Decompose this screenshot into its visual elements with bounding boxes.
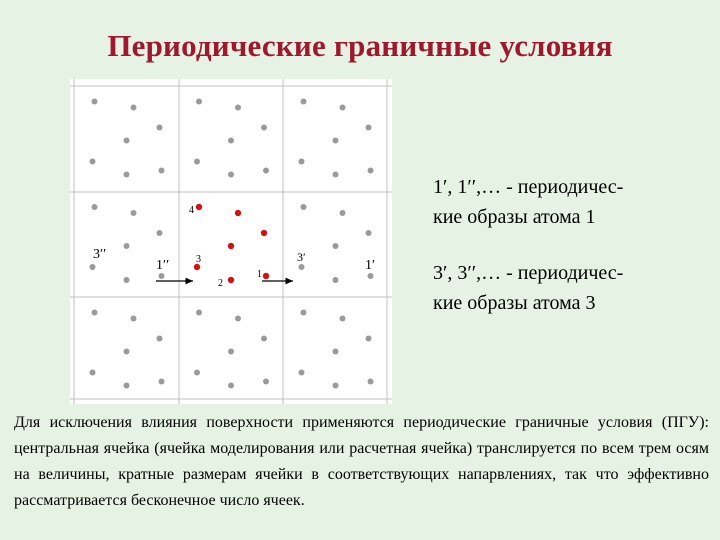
image-atom [228,172,234,178]
image-atom [333,277,339,283]
image-atom [157,336,163,342]
central-atom-2 [228,277,234,283]
image-atom [299,159,305,165]
image-atom [368,379,374,385]
image-atom [131,210,137,216]
image-atom [301,310,307,316]
image-atom [92,204,98,210]
label-atom-4: 4 [189,205,194,216]
image-atom [124,277,130,283]
image-atom [124,243,130,249]
caption-atom1-line1: 1′, 1′′,… - периодичес- [433,176,624,198]
image-atom [340,105,346,111]
label-image-3-double-prime: 3′′ [93,247,107,262]
image-atom [124,349,130,355]
image-atom [299,264,305,270]
image-atom [301,99,307,105]
image-atom [333,243,339,249]
image-atom [90,159,96,165]
image-atom [301,204,307,210]
caption-atom3-line1: 3′, 3′′,… - периодичес- [433,262,624,284]
label-atom-2: 2 [218,278,223,289]
image-atom [194,159,200,165]
image-atom [366,125,372,131]
image-atom [228,349,234,355]
image-atom [157,125,163,131]
image-atom [92,310,98,316]
image-atom [263,379,269,385]
image-atom [159,379,165,385]
image-atom [333,172,339,178]
image-atom [263,168,269,174]
label-atom-1: 1 [257,269,262,280]
image-atom [90,264,96,270]
image-atom [92,99,98,105]
image-atom [159,273,165,279]
image-atom [157,230,163,236]
image-atom [366,230,372,236]
label-image-1-double-prime: 1′′ [156,258,170,273]
image-atom [340,210,346,216]
image-atom [299,370,305,376]
image-atom [131,316,137,322]
central-atom-7 [261,230,267,236]
caption-atom1-line2: кие образы атома 1 [433,206,596,228]
label-image-3-prime: 3′ [297,250,306,264]
image-atom [235,316,241,322]
image-atom [194,370,200,376]
image-atom [124,172,130,178]
image-atom [333,138,339,144]
description-paragraph: Для исключения влияния поверхности применяются периодические граничные условия (ПГУ): центральная ячейка (ячейка моделирования или расчетная ячейка) транслируется по всем трем осям на величины, кратные размерам ячейки в соответствующих напарвлениях, так что эффективно рассматривается бесконечное число ячеек. [14,414,709,509]
diagram-background [70,79,392,404]
image-atom [261,125,267,131]
central-atom-5 [235,210,241,216]
image-atom [228,138,234,144]
image-atom [333,383,339,389]
image-atom [333,349,339,355]
image-atom [159,168,165,174]
periodic-cells-diagram [70,79,392,404]
caption-atom1-images [433,172,713,232]
image-atom [131,105,137,111]
central-atom-6 [228,243,234,249]
central-atom-1 [263,273,269,279]
image-atom [368,168,374,174]
image-atom [124,383,130,389]
image-atom [340,316,346,322]
central-atom-4 [196,204,202,210]
image-atom [368,273,374,279]
image-atom [261,336,267,342]
image-atom [196,99,202,105]
label-image-1-prime: 1′ [365,258,376,273]
image-atom [366,336,372,342]
image-atom [90,370,96,376]
image-atom [235,105,241,111]
caption-atom3-line2: кие образы атома 3 [433,292,596,314]
label-atom-3: 3 [196,254,201,265]
caption-atom3-images [433,258,713,318]
image-atom [196,310,202,316]
image-atom [124,138,130,144]
slide-title: Периодические граничные условия [107,28,613,63]
image-atom [228,383,234,389]
